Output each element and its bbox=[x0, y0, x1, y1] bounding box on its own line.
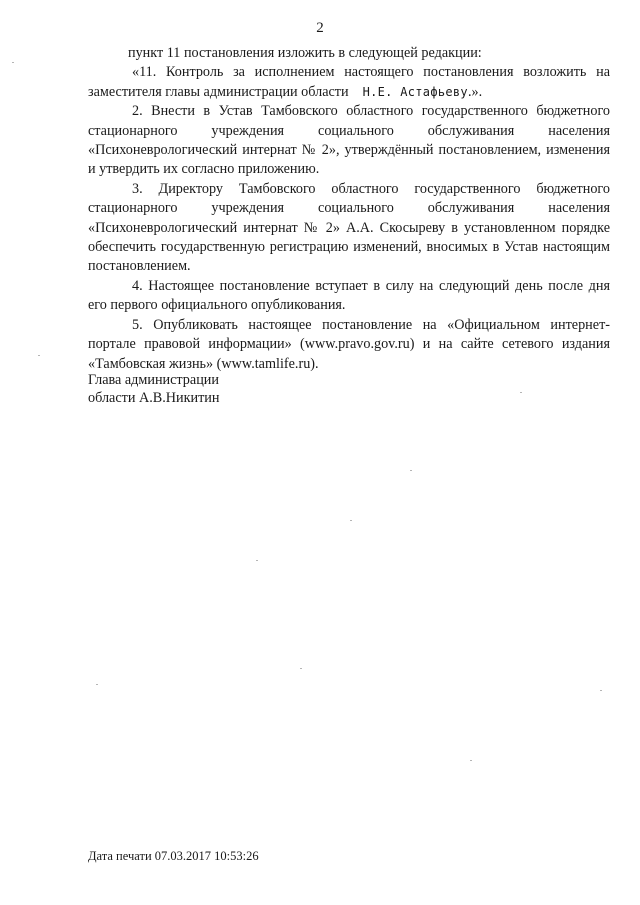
paragraph-item-4: 4. Настоящее постановление вступает в силу на следующий день после дня его первого официального опубликования. bbox=[88, 277, 610, 314]
scan-speck bbox=[520, 392, 522, 393]
document-body bbox=[88, 44, 610, 374]
scan-speck bbox=[470, 760, 472, 761]
paragraph-item-3: 3. Директору Тамбовского областного государственного бюджетного стационарного учреждения социального обслуживания населения «Психоневрологический интернат № 2» А.А. Скосыреву в установленном порядке обеспечить государственную регистрацию изменений, вносимых в Устав настоящим постановлением. bbox=[88, 180, 610, 275]
handwritten-insert: Н.Е. Астафьеву bbox=[362, 84, 468, 99]
signature-name: области А.В.Никитин bbox=[88, 390, 220, 406]
page-number: 2 bbox=[316, 20, 324, 36]
scan-speck bbox=[12, 62, 14, 63]
scan-speck bbox=[256, 560, 258, 561]
scan-speck bbox=[350, 520, 352, 521]
scan-speck bbox=[410, 470, 412, 471]
scan-speck bbox=[38, 355, 40, 356]
scan-speck bbox=[300, 668, 302, 669]
paragraph-item-2: 2. Внести в Устав Тамбовского областного государственного бюджетного стационарного учреждения социального обслуживания населения «Психоневрологический интернат № 2», утверждённый постановлением, изменения и утвердить их согласно приложению. bbox=[88, 103, 610, 178]
paragraph-item-5: 5. Опубликовать настоящее постановление на «Официальном интернет-портале правовой информации» (www.pravo.gov.ru) и на сайте сетевого издания «Тамбовская жизнь» (www.tamlife.ru). bbox=[88, 316, 610, 372]
scan-speck bbox=[96, 684, 98, 685]
paragraph-clause-11 bbox=[88, 63, 610, 102]
clause-11-end: .». bbox=[467, 83, 483, 100]
signature-title: Глава администрации bbox=[88, 372, 219, 388]
signature-block bbox=[88, 371, 388, 407]
print-date: Дата печати 07.03.2017 10:53:26 bbox=[88, 849, 259, 863]
paragraph-intro: пункт 11 постановления изложить в следующей редакции: bbox=[128, 45, 482, 61]
clause-11-text: «11. Контроль за исполнением настоящего постановления возложить на заместителя главы администрации области bbox=[88, 64, 610, 100]
scan-speck bbox=[600, 690, 602, 691]
